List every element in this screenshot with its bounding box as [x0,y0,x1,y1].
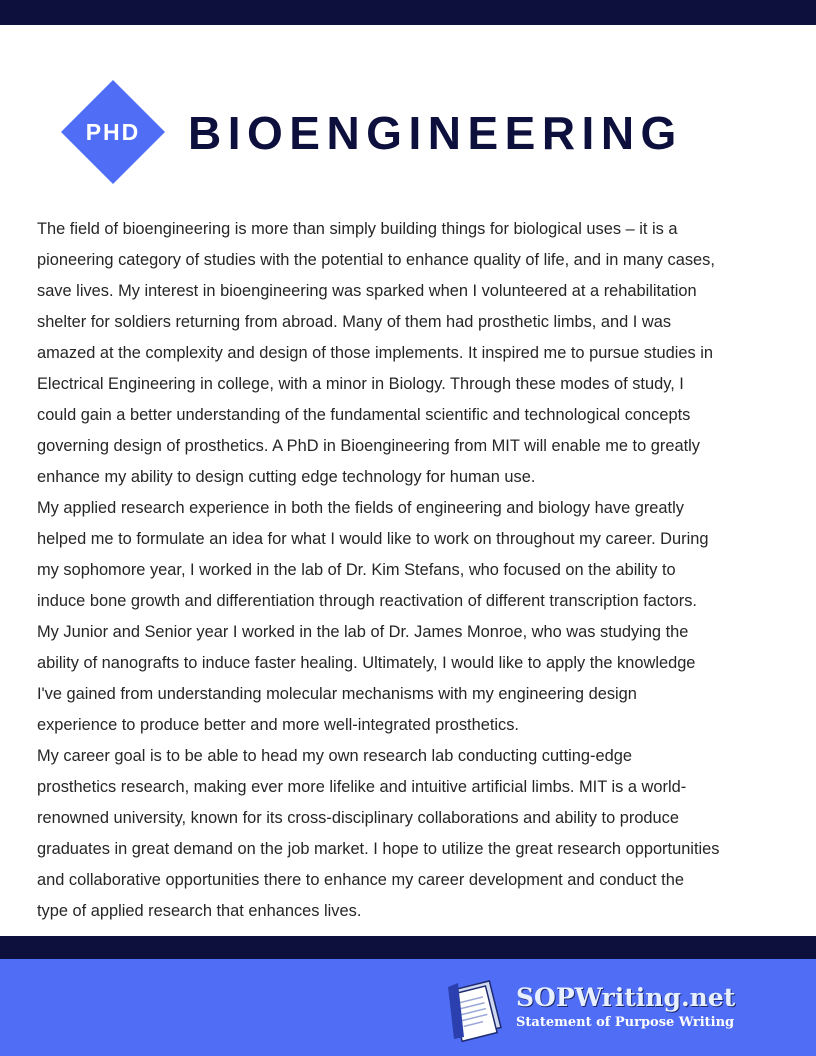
badge-label: PHD [85,118,141,145]
footer-divider [0,936,816,959]
page-title: BIOENGINEERING [188,107,683,159]
top-bar [0,0,816,25]
brand-tagline: Statement of Purpose Writing [516,1015,735,1030]
paragraph-career: My career goal is to be able to head my own research lab conducting cutting-edge prosthetics research, making ever more lifelike and intuitive artificial limbs. MIT is a world- renowned university, known for its cross-disciplinary collaborations and ability to produce graduates in great demand on the job market. I hope to utilize the great research opportunities and collaborative opportunities there to enhance my career development and conduct the type of applied research that enhances lives. [37,747,720,920]
paragraph-intro: The field of bioengineering is more than simply building things for biological uses – it is a pioneering category of studies with the potential to enhance quality of life, and in many cases, save lives. My interest in bioengineering was sparked when I volunteered at a rehabilitation shelter for soldiers returning from abroad. Many of them had prosthetic limbs, and I was amazed at the complexity and design of those implements. It inspired me to pursue studies in Electrical Engineering in college, with a minor in Biology. Through these modes of study, I could gain a better understanding of the fundamental scientific and technological concepts governing design of prosthetics. A PhD in Bioengineering from MIT will enable me to greatly enhance my ability to design cutting edge technology for human use. [37,220,715,486]
paragraph-research: My applied research experience in both the fields of engineering and biology have greatly helped me to formulate an idea for what I would like to work on throughout my career. During my sophomore year, I worked in the lab of Dr. Kim Stefans, who focused on the ability to induce bone growth and differentiation through reactivation of different transcription factors. My Junior and Senior year I worked in the lab of Dr. James Monroe, who was studying the ability of nanografts to induce faster healing. Ultimately, I would like to apply the knowledge I've gained from understanding molecular mechanisms with my engineering design experience to produce better and more well-integrated prosthetics. [37,499,709,734]
document-pages-icon [444,977,508,1043]
brand-name: SOPWriting.net [516,983,736,1012]
body-text [37,214,777,927]
phd-badge [61,80,165,184]
